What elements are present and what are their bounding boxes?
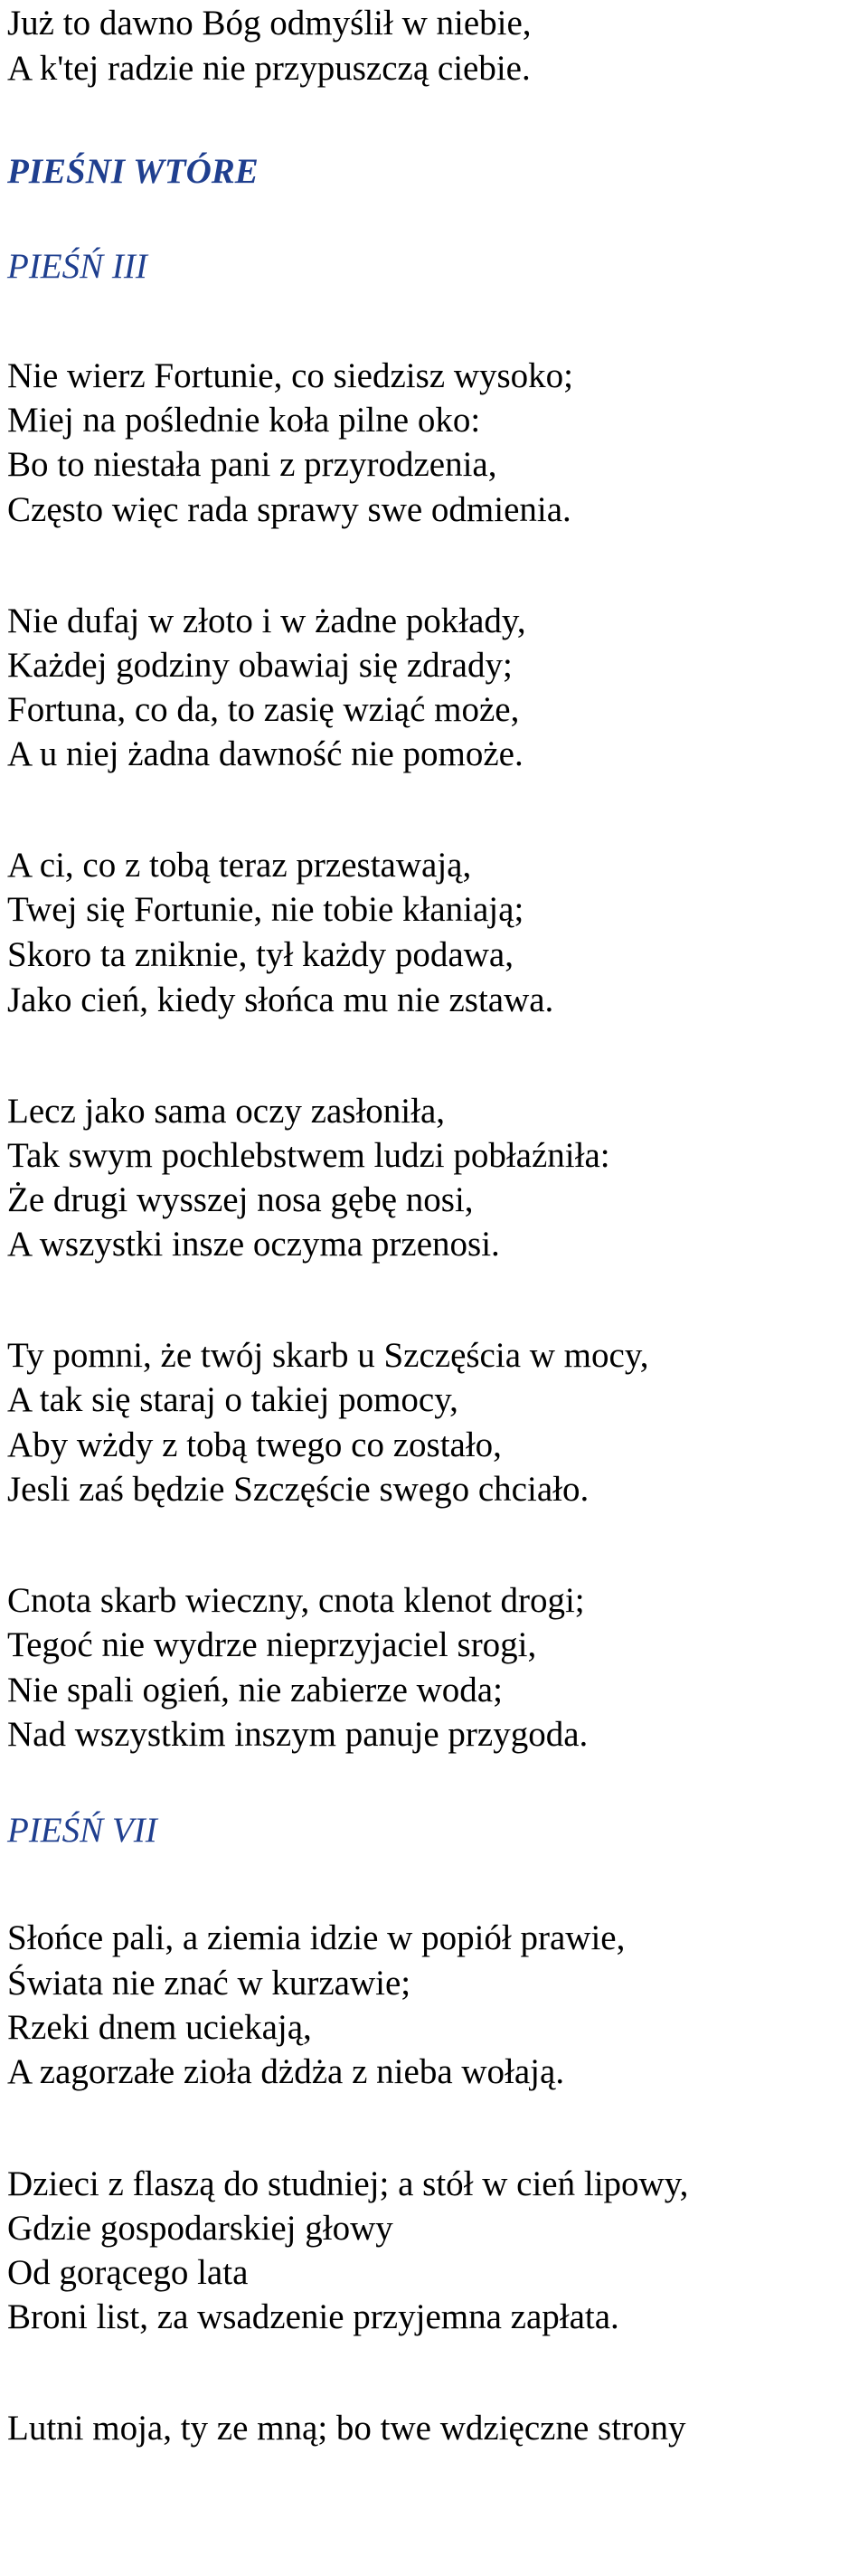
verse-line: Twej się Fortunie, nie tobie kłaniają; [7, 890, 524, 929]
verse-line: A ci, co z tobą teraz przestawają, [7, 846, 472, 885]
verse-line: A u niej żadna dawność nie pomoże. [7, 734, 524, 773]
verse-line: Lecz jako sama oczy zasłoniła, [7, 1092, 446, 1131]
verse-line: Tak swym pochlebstwem ludzi pobłaźniła: [7, 1136, 610, 1175]
song-title: PIEŚŃ III [7, 247, 147, 286]
verse-line: Że drugi wysszej nosa gębę nosi, [7, 1180, 474, 1219]
verse-line: Dzieci z flaszą do studniej; a stół w cień lipowy, [7, 2164, 689, 2203]
verse-line: A wszystki insze oczyma przenosi. [7, 1225, 500, 1264]
verse-line: Tegoć nie wydrze nieprzyjaciel srogi, [7, 1625, 537, 1664]
verse-line: Gdzie gospodarskiej głowy [7, 2209, 393, 2248]
verse-line: Bo to niestała pani z przyrodzenia, [7, 445, 497, 484]
verse-line: Jako cień, kiedy słońca mu nie zstawa. [7, 980, 554, 1019]
verse-line: Każdej godziny obawiaj się zdrady; [7, 646, 513, 685]
verse-line: Słońce pali, a ziemia idzie w popiół prawie, [7, 1918, 626, 1957]
verse-line: Nie wierz Fortunie, co siedzisz wysoko; [7, 356, 574, 395]
verse-line: Aby wżdy z tobą twego co zostało, [7, 1425, 502, 1464]
verse-line: Miej na poślednie koła pilne oko: [7, 401, 481, 440]
intro-line: Już to dawno Bóg odmyślił w niebie, [7, 4, 532, 43]
verse-line: Jesli zaś będzie Szczęście swego chciało. [7, 1470, 590, 1509]
verse-line: A tak się staraj o takiej pomocy, [7, 1380, 458, 1419]
verse-line: Nad wszystkim inszym panuje przygoda. [7, 1715, 589, 1754]
section-title: PIEŚNI WTÓRE [7, 152, 259, 191]
verse-line: Fortuna, co da, to zasię wziąć może, [7, 690, 520, 729]
verse-line: Ty pomni, że twój skarb u Szczęścia w mocy, [7, 1336, 649, 1375]
verse-line: Broni list, za wsadzenie przyjemna zapłata. [7, 2297, 619, 2336]
verse-line: Rzeki dnem uciekają, [7, 2008, 312, 2047]
intro-line: A k'tej radzie nie przypuszczą ciebie. [7, 49, 531, 88]
verse-line: Cnota skarb wieczny, cnota klenot drogi; [7, 1581, 585, 1620]
verse-line: Świata nie znać w kurzawie; [7, 1964, 411, 2003]
verse-line: Od gorącego lata [7, 2253, 249, 2292]
verse-line: Często więc rada sprawy swe odmienia. [7, 490, 571, 529]
verse-line: Skoro ta zniknie, tył każdy podawa, [7, 935, 514, 974]
verse-line: Nie dufaj w złoto i w żadne pokłady, [7, 601, 526, 640]
song-title: PIEŚŃ VII [7, 1811, 157, 1850]
verse-line: Lutni moja, ty ze mną; bo twe wdzięczne strony [7, 2409, 686, 2448]
verse-line: Nie spali ogień, nie zabierze woda; [7, 1671, 503, 1709]
verse-line: A zagorzałe zioła dżdża z nieba wołają. [7, 2052, 565, 2091]
